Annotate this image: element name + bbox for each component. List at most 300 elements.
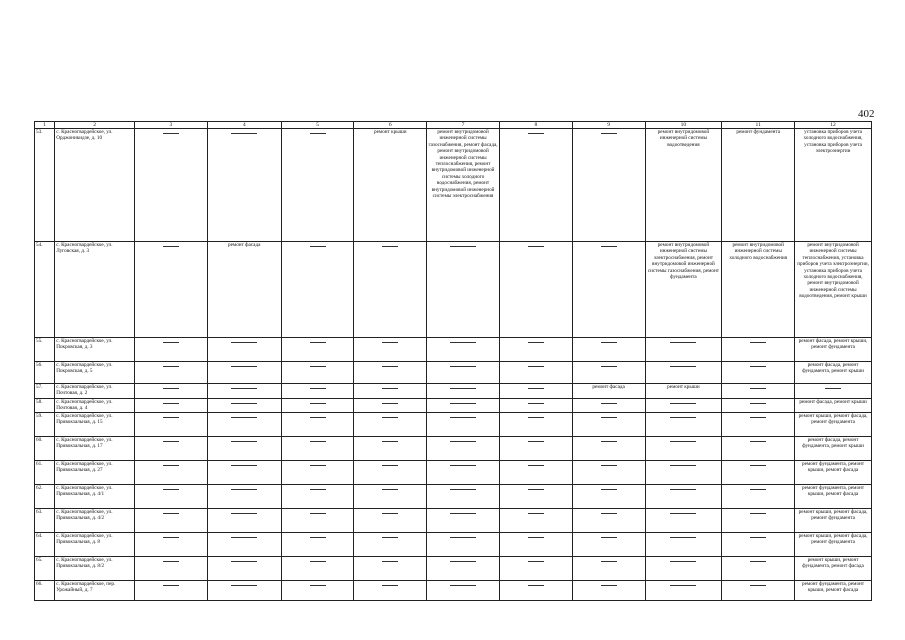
row-number: 65. — [35, 557, 55, 581]
empty-dash — [231, 489, 257, 490]
empty-dash — [310, 133, 326, 134]
work-cell-col-12: ремонт фундамента, ремонт крыши, ремонт фасада — [795, 461, 872, 485]
work-cell-col-9 — [572, 581, 645, 601]
empty-dash — [450, 403, 476, 404]
work-cell-col-12: ремонт фасада, ремонт фундамента, ремонт крыши — [795, 362, 872, 384]
empty-dash — [310, 441, 326, 442]
empty-dash — [670, 441, 696, 442]
empty-dash — [450, 489, 476, 490]
work-cell-col-5 — [281, 533, 354, 557]
empty-dash — [528, 537, 544, 538]
address-cell: с. Красногвардейское, ул. Покровская, д. 5 — [55, 362, 135, 384]
empty-dash — [750, 513, 766, 514]
work-cell-col-10: ремонт крыши — [645, 384, 722, 399]
empty-dash — [528, 388, 544, 389]
empty-dash — [382, 561, 398, 562]
empty-dash — [450, 465, 476, 466]
table-row — [35, 129, 872, 242]
empty-dash — [670, 465, 696, 466]
work-cell-col-5 — [281, 384, 354, 399]
row-number: 58. — [35, 399, 55, 413]
empty-dash — [163, 417, 179, 418]
table-row — [35, 399, 872, 413]
empty-dash — [310, 585, 326, 586]
empty-dash — [163, 403, 179, 404]
empty-dash — [670, 513, 696, 514]
work-cell-col-10 — [645, 581, 722, 601]
empty-dash — [750, 366, 766, 367]
work-cell-col-4 — [207, 557, 281, 581]
empty-dash — [231, 133, 257, 134]
work-cell-col-8 — [499, 413, 572, 437]
work-cell-col-5 — [281, 485, 354, 509]
table-row — [35, 242, 872, 338]
work-cell-col-10 — [645, 557, 722, 581]
work-cell-col-6 — [354, 581, 427, 601]
column-header-2: 2 — [55, 122, 135, 129]
empty-dash — [231, 441, 257, 442]
empty-dash — [670, 403, 696, 404]
empty-dash — [310, 561, 326, 562]
work-cell-col-6 — [354, 557, 427, 581]
empty-dash — [382, 489, 398, 490]
empty-dash — [163, 441, 179, 442]
empty-dash — [670, 342, 696, 343]
work-cell-col-10 — [645, 413, 722, 437]
work-cell-col-4: ремонт фасада — [207, 242, 281, 338]
work-cell-col-7 — [427, 461, 500, 485]
work-cell-col-9 — [572, 338, 645, 362]
address-cell: с. Красногвардейское, ул. Луговская, д. 3 — [55, 242, 135, 338]
work-cell-col-12: ремонт фундамента, ремонт крыши, ремонт фасада — [795, 581, 872, 601]
work-cell-col-7 — [427, 437, 500, 461]
empty-dash — [450, 513, 476, 514]
empty-dash — [528, 133, 544, 134]
empty-dash — [382, 441, 398, 442]
work-cell-col-11 — [722, 581, 795, 601]
work-cell-col-8 — [499, 461, 572, 485]
work-cell-col-12: ремонт крыши, ремонт фасада, ремонт фундамента — [795, 413, 872, 437]
work-cell-col-11 — [722, 461, 795, 485]
work-cell-col-10 — [645, 485, 722, 509]
empty-dash — [528, 441, 544, 442]
work-cell-col-5 — [281, 437, 354, 461]
empty-dash — [601, 417, 617, 418]
empty-dash — [528, 513, 544, 514]
row-number: 64. — [35, 533, 55, 557]
work-cell-col-4 — [207, 581, 281, 601]
work-cell-col-6: ремонт крыши — [354, 129, 427, 242]
work-cell-col-7 — [427, 338, 500, 362]
row-number: 66. — [35, 581, 55, 601]
empty-dash — [382, 513, 398, 514]
empty-dash — [750, 441, 766, 442]
work-cell-col-5 — [281, 509, 354, 533]
table-row — [35, 581, 872, 601]
work-cell-col-11 — [722, 509, 795, 533]
empty-dash — [750, 388, 766, 389]
work-cell-col-10: ремонт внутридомовой инженерной системы водоотведения — [645, 129, 722, 242]
work-cell-col-7 — [427, 384, 500, 399]
work-cell-col-12: установка приборов учета холодного водоснабжения, установка приборов учета электроэнергии — [795, 129, 872, 242]
work-cell-col-8 — [499, 362, 572, 384]
work-cell-col-11: ремонт фундамента — [722, 129, 795, 242]
empty-dash — [450, 417, 476, 418]
work-cell-col-6 — [354, 338, 427, 362]
empty-dash — [163, 537, 179, 538]
column-header-1: 1 — [35, 122, 55, 129]
work-cell-col-3 — [135, 557, 208, 581]
work-cell-col-5 — [281, 557, 354, 581]
work-cell-col-6 — [354, 461, 427, 485]
empty-dash — [601, 513, 617, 514]
empty-dash — [310, 465, 326, 466]
work-cell-col-9 — [572, 129, 645, 242]
work-cell-col-6 — [354, 242, 427, 338]
empty-dash — [601, 465, 617, 466]
work-cell-col-9: ремонт фасада — [572, 384, 645, 399]
empty-dash — [750, 403, 766, 404]
work-cell-col-8 — [499, 485, 572, 509]
work-cell-col-8 — [499, 509, 572, 533]
repair-schedule-table — [34, 121, 872, 601]
empty-dash — [528, 561, 544, 562]
work-cell-col-3 — [135, 485, 208, 509]
empty-dash — [163, 246, 179, 247]
empty-dash — [382, 388, 398, 389]
work-cell-col-11 — [722, 413, 795, 437]
work-cell-col-8 — [499, 242, 572, 338]
empty-dash — [310, 342, 326, 343]
empty-dash — [382, 417, 398, 418]
empty-dash — [750, 465, 766, 466]
empty-dash — [163, 585, 179, 586]
empty-dash — [750, 342, 766, 343]
address-cell: с. Красногвардейское, ул. Привокзальная, д. 4/1 — [55, 485, 135, 509]
work-cell-col-9 — [572, 399, 645, 413]
work-cell-col-9 — [572, 509, 645, 533]
work-cell-col-10 — [645, 437, 722, 461]
work-cell-col-7 — [427, 413, 500, 437]
work-cell-col-9 — [572, 362, 645, 384]
work-cell-col-7 — [427, 509, 500, 533]
empty-dash — [163, 342, 179, 343]
work-cell-col-9 — [572, 413, 645, 437]
empty-dash — [670, 417, 696, 418]
empty-dash — [310, 403, 326, 404]
empty-dash — [528, 366, 544, 367]
empty-dash — [231, 342, 257, 343]
empty-dash — [670, 585, 696, 586]
empty-dash — [310, 366, 326, 367]
empty-dash — [528, 417, 544, 418]
address-cell: с. Красногвардейское, ул. Орджоникидзе, д. 10 — [55, 129, 135, 242]
work-cell-col-11 — [722, 362, 795, 384]
work-cell-col-8 — [499, 557, 572, 581]
work-cell-col-7 — [427, 557, 500, 581]
work-cell-col-8 — [499, 533, 572, 557]
row-number: 54. — [35, 242, 55, 338]
row-number: 62. — [35, 485, 55, 509]
work-cell-col-5 — [281, 242, 354, 338]
work-cell-col-5 — [281, 338, 354, 362]
address-cell: с. Красногвардейское, ул. Почтовая, д. 4 — [55, 399, 135, 413]
work-cell-col-6 — [354, 362, 427, 384]
work-cell-col-6 — [354, 384, 427, 399]
work-cell-col-4 — [207, 399, 281, 413]
empty-dash — [382, 403, 398, 404]
column-header-6: 6 — [354, 122, 427, 129]
work-cell-col-9 — [572, 485, 645, 509]
work-cell-col-4 — [207, 509, 281, 533]
work-cell-col-11: ремонт внутридомовой инженерной системы холодного водоснабжения — [722, 242, 795, 338]
work-cell-col-3 — [135, 129, 208, 242]
empty-dash — [231, 561, 257, 562]
empty-dash — [450, 561, 476, 562]
work-cell-col-12: ремонт фасада, ремонт крыши — [795, 399, 872, 413]
column-header-11: 11 — [722, 122, 795, 129]
empty-dash — [450, 366, 476, 367]
table-row — [35, 413, 872, 437]
work-cell-col-12: ремонт фундамента, ремонт крыши, ремонт фасада — [795, 485, 872, 509]
address-cell: с. Красногвардейское, ул. Покровская, д. 3 — [55, 338, 135, 362]
row-number: 53. — [35, 129, 55, 242]
empty-dash — [528, 465, 544, 466]
work-cell-col-5 — [281, 581, 354, 601]
empty-dash — [382, 366, 398, 367]
empty-dash — [310, 537, 326, 538]
work-cell-col-5 — [281, 399, 354, 413]
empty-dash — [750, 417, 766, 418]
work-cell-col-7 — [427, 485, 500, 509]
work-cell-col-3 — [135, 581, 208, 601]
work-cell-col-4 — [207, 437, 281, 461]
work-cell-col-10 — [645, 461, 722, 485]
empty-dash — [310, 489, 326, 490]
empty-dash — [450, 537, 476, 538]
work-cell-col-10 — [645, 399, 722, 413]
work-cell-col-5 — [281, 461, 354, 485]
empty-dash — [601, 537, 617, 538]
empty-dash — [382, 465, 398, 466]
table-row — [35, 485, 872, 509]
work-cell-col-12: ремонт фасада, ремонт крыши, ремонт фундамента — [795, 338, 872, 362]
column-header-7: 7 — [427, 122, 500, 129]
work-cell-col-11 — [722, 557, 795, 581]
work-cell-col-4 — [207, 413, 281, 437]
empty-dash — [670, 366, 696, 367]
address-cell: с. Красногвардейское, ул. Почтовая, д. 2 — [55, 384, 135, 399]
empty-dash — [450, 388, 476, 389]
empty-dash — [163, 133, 179, 134]
empty-dash — [825, 388, 841, 389]
empty-dash — [601, 342, 617, 343]
work-cell-col-3 — [135, 413, 208, 437]
work-cell-col-5 — [281, 362, 354, 384]
empty-dash — [670, 489, 696, 490]
work-cell-col-7 — [427, 533, 500, 557]
work-cell-col-7 — [427, 362, 500, 384]
work-cell-col-3 — [135, 509, 208, 533]
work-cell-col-7: ремонт внутридомовой инженерной системы газоснабжения, ремонт фасада, ремонт внутридомовой инженерной системы теплоснабжения, ремонт внутридомовой инженерной системы холодного водоснабжения, ремонт внутридомовой инженерной системы электроснабжения — [427, 129, 500, 242]
empty-dash — [382, 342, 398, 343]
work-cell-col-10 — [645, 509, 722, 533]
empty-dash — [231, 417, 257, 418]
column-header-10: 10 — [645, 122, 722, 129]
work-cell-col-9 — [572, 437, 645, 461]
empty-dash — [231, 465, 257, 466]
table-row — [35, 437, 872, 461]
address-cell: с. Красногвардейское, ул. Привокзальная, д. 8 — [55, 533, 135, 557]
empty-dash — [310, 513, 326, 514]
work-cell-col-6 — [354, 437, 427, 461]
work-cell-col-8 — [499, 384, 572, 399]
empty-dash — [750, 561, 766, 562]
work-cell-col-6 — [354, 413, 427, 437]
empty-dash — [601, 585, 617, 586]
work-cell-col-8 — [499, 581, 572, 601]
empty-dash — [528, 585, 544, 586]
address-cell: с. Красногвардейское, ул. Привокзальная, д. 4/2 — [55, 509, 135, 533]
work-cell-col-3 — [135, 461, 208, 485]
table-row — [35, 384, 872, 399]
empty-dash — [310, 388, 326, 389]
empty-dash — [528, 246, 544, 247]
empty-dash — [450, 441, 476, 442]
work-cell-col-11 — [722, 338, 795, 362]
empty-dash — [601, 366, 617, 367]
column-header-row — [35, 122, 872, 129]
empty-dash — [528, 342, 544, 343]
table-row — [35, 557, 872, 581]
address-cell: с. Красногвардейское, ул. Привокзальная, д. 15 — [55, 413, 135, 437]
row-number: 55. — [35, 338, 55, 362]
table-row — [35, 461, 872, 485]
address-cell: с. Красногвардейское, ул. Привокзальная, д. 27 — [55, 461, 135, 485]
empty-dash — [601, 133, 617, 134]
work-cell-col-6 — [354, 485, 427, 509]
empty-dash — [601, 246, 617, 247]
work-cell-col-3 — [135, 533, 208, 557]
work-cell-col-4 — [207, 485, 281, 509]
work-cell-col-9 — [572, 533, 645, 557]
work-cell-col-4 — [207, 384, 281, 399]
work-cell-col-9 — [572, 461, 645, 485]
row-number: 61. — [35, 461, 55, 485]
work-cell-col-3 — [135, 338, 208, 362]
work-cell-col-4 — [207, 533, 281, 557]
work-cell-col-12: ремонт крыши, ремонт фундамента, ремонт фасада — [795, 557, 872, 581]
empty-dash — [670, 561, 696, 562]
work-cell-col-11 — [722, 533, 795, 557]
work-cell-col-9 — [572, 242, 645, 338]
empty-dash — [382, 585, 398, 586]
table-row — [35, 362, 872, 384]
empty-dash — [231, 513, 257, 514]
table-row — [35, 338, 872, 362]
empty-dash — [163, 465, 179, 466]
empty-dash — [163, 513, 179, 514]
work-cell-col-10 — [645, 533, 722, 557]
work-cell-col-7 — [427, 242, 500, 338]
work-cell-col-7 — [427, 581, 500, 601]
work-cell-col-5 — [281, 413, 354, 437]
empty-dash — [231, 537, 257, 538]
row-number: 59. — [35, 413, 55, 437]
address-cell: с. Красногвардейское, ул. Привокзальная, д. 8/2 — [55, 557, 135, 581]
empty-dash — [528, 489, 544, 490]
empty-dash — [163, 489, 179, 490]
work-cell-col-3 — [135, 399, 208, 413]
work-cell-col-11 — [722, 485, 795, 509]
row-number: 57. — [35, 384, 55, 399]
work-cell-col-5 — [281, 129, 354, 242]
row-number: 63. — [35, 509, 55, 533]
work-cell-col-8 — [499, 338, 572, 362]
empty-dash — [750, 537, 766, 538]
work-cell-col-10 — [645, 338, 722, 362]
work-cell-col-6 — [354, 399, 427, 413]
empty-dash — [528, 403, 544, 404]
empty-dash — [231, 388, 257, 389]
table-body — [35, 129, 872, 601]
empty-dash — [670, 537, 696, 538]
column-header-5: 5 — [281, 122, 354, 129]
work-cell-col-10 — [645, 362, 722, 384]
empty-dash — [382, 246, 398, 247]
work-cell-col-3 — [135, 242, 208, 338]
work-cell-col-6 — [354, 533, 427, 557]
address-cell: с. Красногвардейское, пер. Урожайный, д. 7 — [55, 581, 135, 601]
empty-dash — [310, 246, 326, 247]
empty-dash — [382, 537, 398, 538]
empty-dash — [163, 561, 179, 562]
column-header-12: 12 — [795, 122, 872, 129]
work-cell-col-8 — [499, 399, 572, 413]
row-number: 56. — [35, 362, 55, 384]
work-cell-col-8 — [499, 437, 572, 461]
empty-dash — [601, 561, 617, 562]
column-header-4: 4 — [207, 122, 281, 129]
empty-dash — [450, 246, 476, 247]
column-header-3: 3 — [135, 122, 208, 129]
table-row — [35, 533, 872, 557]
empty-dash — [231, 403, 257, 404]
work-cell-col-9 — [572, 557, 645, 581]
empty-dash — [601, 403, 617, 404]
empty-dash — [750, 585, 766, 586]
work-cell-col-11 — [722, 437, 795, 461]
empty-dash — [310, 417, 326, 418]
work-cell-col-4 — [207, 461, 281, 485]
empty-dash — [231, 366, 257, 367]
column-header-8: 8 — [499, 122, 572, 129]
work-cell-col-4 — [207, 338, 281, 362]
work-cell-col-12: ремонт фасада, ремонт фундамента, ремонт крыши — [795, 437, 872, 461]
empty-dash — [163, 388, 179, 389]
column-header-9: 9 — [572, 122, 645, 129]
row-number: 60. — [35, 437, 55, 461]
work-cell-col-4 — [207, 129, 281, 242]
empty-dash — [450, 585, 476, 586]
work-cell-col-3 — [135, 362, 208, 384]
work-cell-col-8 — [499, 129, 572, 242]
page-number: 402 — [858, 108, 875, 120]
work-cell-col-3 — [135, 384, 208, 399]
work-cell-col-11 — [722, 384, 795, 399]
work-cell-col-12 — [795, 384, 872, 399]
work-cell-col-12: ремонт внутридомовой инженерной системы теплоснабжения, установка приборов учета электроэнергии, установка приборов учета холодного водоснабжения, ремонт внутридомовой инженерной системы водоотведения, ремонт крыши — [795, 242, 872, 338]
